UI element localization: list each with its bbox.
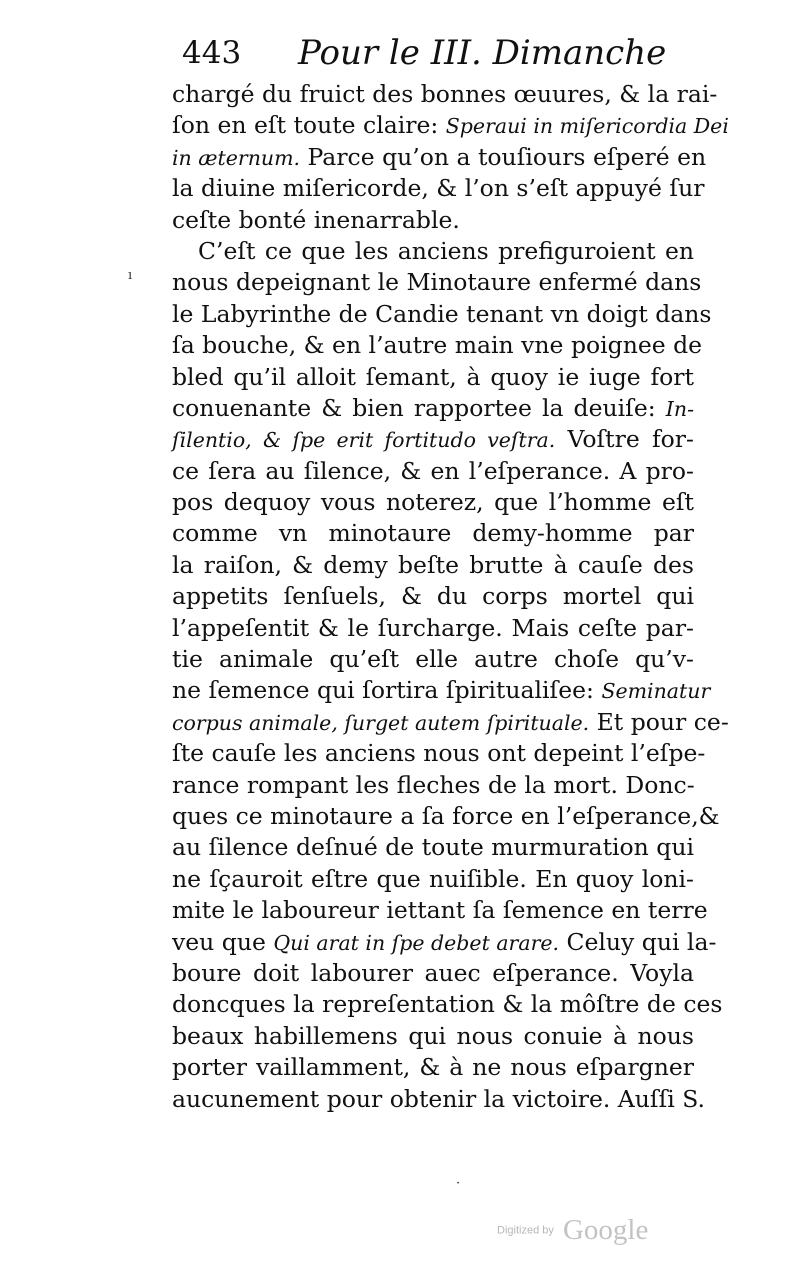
text-line [172,581,694,612]
text-segment: appetits ſenſuels, & du corps mortel qui [172,582,694,611]
latin-quotation: In- [665,396,694,421]
latin-quotation: ſilentio, & ſpe erit fortitudo veſtra. [172,428,556,453]
text-line [172,487,694,518]
google-logo: Google [562,1214,649,1246]
text-segment: ques ce minotaure a ſa force en l’eſperance,& [172,801,720,830]
text-line [172,832,694,863]
text-segment: pos dequoy vous noterez, que l’homme eſt [172,488,694,517]
text-segment: C’eſt ce que les anciens prefiguroient en [198,236,694,265]
text-line [172,770,694,801]
text-line [172,205,694,236]
text-line [172,864,694,895]
text-segment: ne ſçauroit eſtre que nuiſible. En quoy loni- [172,864,694,893]
text-segment: le Labyrinthe de Candie tenant vn doigt dans [172,299,712,328]
text-line [172,330,703,361]
text-line [172,1021,694,1052]
text-segment: comme vn minotaure demy-homme par [172,519,694,548]
text-line [172,362,694,393]
stray-mark: ı [128,268,133,283]
text-line [172,895,708,926]
text-line [172,79,718,110]
text-segment: ceſte bonté inenarrable. [172,205,460,234]
text-segment: veu que [172,927,274,956]
body-text [172,79,729,1115]
latin-quotation: Speraui in miſericordia Dei [445,114,729,139]
text-line [172,456,694,487]
text-segment: au ſilence deſnué de toute murmuration qui [172,833,694,862]
text-segment: Parce qu’on a touſiours eſperé en [300,142,707,171]
text-segment: la raiſon, & demy beſte brutte à cauſe des [172,550,694,579]
latin-quotation: Qui arat in ſpe debet arare. [273,930,560,955]
digitized-by-label: Digitized by [497,1224,554,1237]
text-segment: aucunement pour obtenir la victoire. Auſſi S. [172,1084,706,1113]
text-segment: conuenante & bien rapportee la deuiſe: [172,393,666,422]
text-segment: doncques la repreſentation & la môſtre de ces [172,990,723,1019]
text-segment: boure doit labourer auec eſperance. Voyla [172,958,694,987]
text-segment: nous depeignant le Minotaure enfermé dans [172,268,702,297]
text-line [172,173,705,204]
latin-quotation: corpus animale, ſurget autem ſpirituale. [172,710,590,735]
text-segment: rance rompant les fleches de la mort. Donc- [172,770,695,799]
text-line [172,707,729,738]
text-line [172,110,729,141]
text-line [172,738,706,769]
text-segment: l’appeſentit & le ſurcharge. Mais ceſte par- [172,613,694,642]
text-segment: ne ſemence qui ſortira ſpiritualiſee: [172,676,602,705]
text-line [172,927,717,958]
text-line [172,299,712,330]
text-segment: la diuine miſericorde, & l’on s’eſt appuyé ſur [172,174,705,203]
text-line [172,424,694,455]
text-line [172,267,702,298]
text-segment: ce ſera au ſilence, & en l’eſperance. A pro- [172,456,694,485]
text-line [172,644,694,675]
page-number: 443 [182,35,242,71]
text-segment: mite le laboureur iettant ſa ſemence en terre [172,896,708,925]
text-segment: tie animale qu’eſt elle autre choſe qu’v- [172,645,694,674]
text-line [172,989,723,1020]
text-segment: ſa bouche, & en l’autre main vne poignee de [172,331,703,360]
text-line [172,142,707,173]
text-segment: beaux habillemens qui nous conuie à nous [172,1021,694,1050]
latin-quotation: Seminatur [601,679,711,704]
text-line [172,1052,694,1083]
text-line [172,393,694,424]
text-segment: Voſtre for- [555,425,694,454]
text-line [172,675,711,706]
text-line [172,1084,706,1115]
text-line [172,613,694,644]
text-line [172,801,720,832]
text-line [172,550,694,581]
text-segment: porter vaillamment, & à ne nous eſpargner [172,1053,694,1082]
digitization-watermark [497,1214,667,1254]
text-segment: ſon en eſt toute claire: [172,111,446,140]
text-segment: Et pour ce- [589,707,729,736]
page-header [170,30,690,76]
text-line [172,518,694,549]
text-segment: bled qu’il alloit ſemant, à quoy ie iuge fort [172,362,694,391]
latin-quotation: in æternum. [172,145,301,170]
text-segment: Celuy qui la- [559,927,717,956]
text-line [172,236,694,267]
stray-mark: · [456,1176,461,1191]
running-title: Pour le III. Dimanche [298,33,667,73]
text-segment: chargé du fruict des bonnes œuures, & la rai- [172,80,718,108]
text-line [172,958,694,989]
text-segment: ſte cauſe les anciens nous ont depeint l’eſpe- [172,739,706,768]
